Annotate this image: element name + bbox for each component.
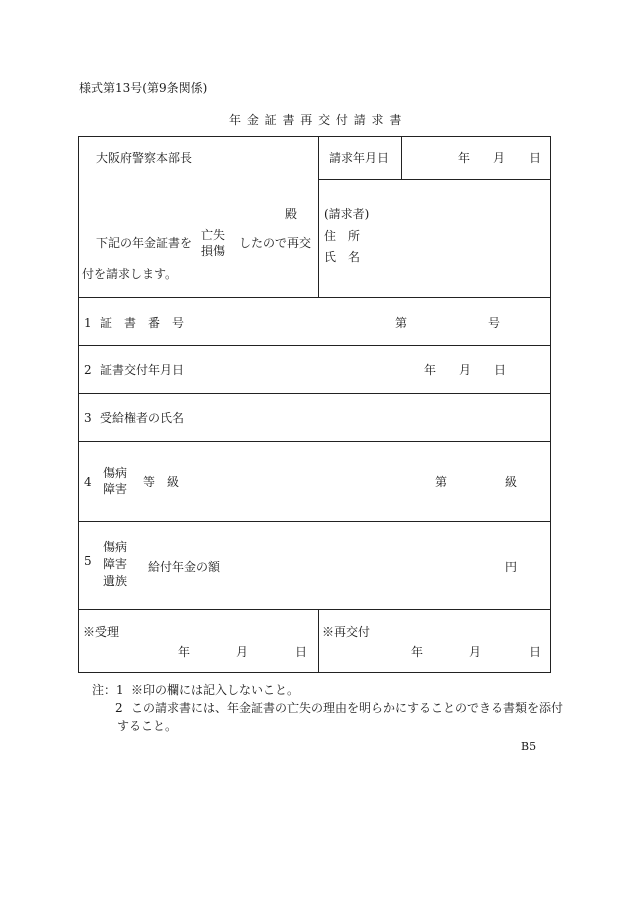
request-date-day: 日	[529, 151, 542, 165]
request-text-suffix: したので再交	[239, 236, 312, 250]
honorific: 殿	[285, 207, 298, 221]
row3-number: 3	[84, 411, 92, 425]
loss-damage-options	[201, 229, 225, 257]
table-line	[78, 609, 551, 610]
table-line	[78, 345, 551, 346]
reissue-day: 日	[529, 645, 542, 659]
row5-number: 5	[84, 554, 92, 568]
receipt-label: ※受理	[83, 625, 120, 639]
row1-dai: 第	[395, 316, 408, 330]
row2-label: 証書交付年月日	[100, 363, 185, 377]
request-date-label: 請求年月日	[329, 151, 390, 165]
reissue-month: 月	[469, 645, 482, 659]
row4-option-disability: 障害	[103, 482, 128, 496]
notes-prefix: 注：1	[92, 683, 124, 697]
row4-label: 等 級	[143, 475, 180, 489]
row4-option-injury-illness: 傷病	[103, 466, 128, 480]
row2-year: 年	[424, 363, 437, 377]
table-divider	[318, 609, 319, 673]
row5-category-options	[103, 541, 127, 587]
table-border-left	[78, 136, 79, 673]
row5-option-disability: 障害	[103, 557, 128, 571]
row4-number: 4	[84, 475, 92, 489]
table-line	[78, 441, 551, 442]
note-2-line2: すること。	[117, 719, 178, 733]
table-border-bottom	[78, 672, 551, 673]
row2-month: 月	[459, 363, 472, 377]
table-border-right	[550, 136, 551, 673]
row3-label: 受給権者の氏名	[100, 411, 185, 425]
request-text-line2: 付を請求します。	[82, 267, 178, 281]
row4-dai: 第	[435, 475, 448, 489]
row5-option-injury-illness: 傷病	[103, 540, 128, 554]
row5-label: 給付年金の額	[148, 560, 221, 574]
row5-option-bereaved: 遺族	[103, 574, 128, 588]
option-lost: 亡失	[201, 228, 226, 242]
receipt-month: 月	[236, 645, 249, 659]
form-number: 様式第13号(第9条関係)	[79, 81, 208, 95]
option-damaged: 損傷	[201, 244, 226, 258]
request-date-month: 月	[493, 151, 506, 165]
row1-go: 号	[488, 316, 501, 330]
row4-kyu: 級	[505, 475, 518, 489]
table-line	[78, 521, 551, 522]
table-divider	[318, 136, 319, 298]
addressee: 大阪府警察本部長	[96, 151, 193, 165]
request-date-year: 年	[458, 151, 471, 165]
note-2-line1: この請求書には、年金証書の亡失の理由を明らかにすることのできる書類を添付	[131, 701, 564, 715]
row2-number: 2	[84, 363, 92, 377]
row4-category-options	[103, 467, 127, 495]
reissue-label: ※再交付	[322, 625, 371, 639]
reissue-year: 年	[411, 645, 424, 659]
note-1: ※印の欄には記入しないこと。	[131, 683, 300, 697]
table-line	[78, 297, 551, 298]
row1-number: 1	[84, 316, 92, 330]
row5-yen: 円	[505, 560, 518, 574]
table-border-top	[78, 136, 551, 137]
receipt-year: 年	[178, 645, 191, 659]
request-text-prefix: 下記の年金証書を	[96, 236, 193, 250]
requester-address-label: 住 所	[324, 229, 361, 243]
form-title: 年 金 証 書 再 交 付 請 求 書	[229, 113, 403, 127]
requester-label: (請求者)	[324, 207, 370, 221]
table-line	[318, 179, 551, 180]
row1-label: 証 書 番 号	[100, 316, 185, 330]
receipt-day: 日	[295, 645, 308, 659]
requester-name-label: 氏 名	[324, 250, 361, 264]
table-line	[78, 393, 551, 394]
note-2-number: 2	[115, 701, 123, 715]
row2-day: 日	[494, 363, 507, 377]
table-divider	[401, 136, 402, 180]
paper-size: B5	[521, 740, 537, 753]
